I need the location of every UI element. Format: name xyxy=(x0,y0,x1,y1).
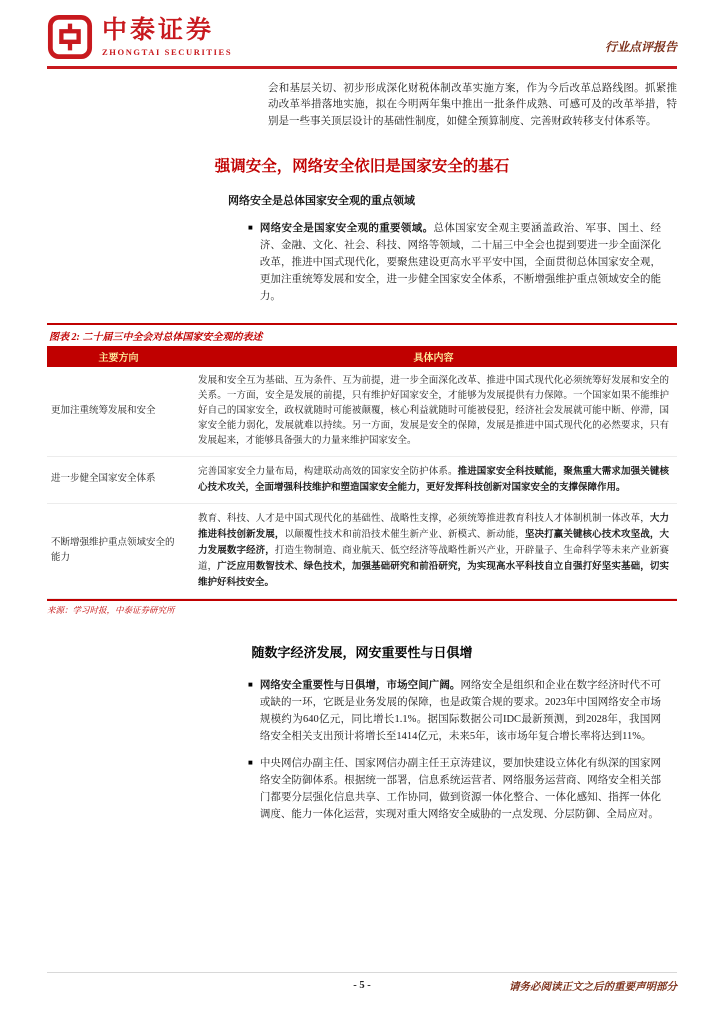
section2-title: 随数字经济发展，网安重要性与日俱增 xyxy=(251,644,473,660)
footer-notice: 请务必阅读正文之后的重要声明部分 xyxy=(509,982,677,993)
bullet-item xyxy=(248,755,661,823)
content-cell: 教育、科技、人才是中国式现代化的基础性、战略性支撑，必须统筹推进教育科技人才体制机制一体改革，大力推进科技创新发展，以颠覆性技术和前沿技术催生新产业、新模式、新动能，坚决打赢关键核心技术攻坚战，大力发展数字经济，打造生物制造、商业航天、低空经济等战略性新兴产业，开辟量子、生命科学等未来产业新赛道，广泛应用数智技术、绿色技术，加强基础研究和前沿研究，为实现高水平科技自立自强打好坚实基础，切实维护好科技安全。 xyxy=(190,503,677,598)
bullet-item xyxy=(248,677,661,745)
bullet-body xyxy=(260,220,661,305)
report-type-label: 行业点评报告 xyxy=(604,40,677,54)
figure-2 xyxy=(47,323,677,616)
table-row xyxy=(47,503,677,598)
zhongtai-logo-icon xyxy=(47,14,93,60)
brand-text xyxy=(102,17,232,57)
header-divider xyxy=(47,66,677,69)
direction-cell: 进一步健全国家安全体系 xyxy=(47,456,190,503)
report-header xyxy=(47,14,677,66)
figure-caption: 图表 2: 二十届三中全会对总体国家安全观的表述 xyxy=(47,323,677,346)
bullet-text: 中央网信办副主任、国家网信办副主任王京涛建议，要加快建设立体化有纵深的国家网络安全防御体系。根据统一部署，信息系统运营者、网络服务运营商、网络安全相关部门都要分层强化信息共享、工作协同，做到资源一体化整合、一体化感知、指挥一体化调度、能力一体化运营，实现对重大网络安全威胁的一点发现、分层防御、全局应对。 xyxy=(259,757,661,820)
direction-cell: 不断增强维护重点领域安全的能力 xyxy=(47,503,190,598)
section1-title: 强调安全，网络安全依旧是国家安全的基石 xyxy=(214,157,510,175)
brand-name-cn: 中泰证券 xyxy=(102,17,215,45)
bullet-square-icon: ■ xyxy=(248,757,253,767)
content-cell: 完善国家安全力量布局，构建联动高效的国家安全防护体系。推进国家安全科技赋能，聚焦重大需求加强关键核心技术攻关，全面增强科技维护和塑造国家安全能力，更好发挥科技创新对国家安全的支撑保障作用。 xyxy=(190,456,677,503)
bullet-square-icon: ■ xyxy=(248,222,253,232)
bullet-square-icon: ■ xyxy=(248,679,253,689)
table-header-content: 具体内容 xyxy=(190,346,677,367)
page-number: - 5 - xyxy=(353,980,371,991)
table-header-direction: 主要方向 xyxy=(47,346,190,367)
bullet-body xyxy=(260,755,661,823)
report-footer xyxy=(47,972,677,998)
figure-source: 来源：学习时报，中泰证券研究所 xyxy=(47,599,677,616)
content-cell: 发展和安全互为基础、互为条件、互为前提，进一步全面深化改革、推进中国式现代化必须统筹好发展和安全的关系。一方面，安全是发展的前提，只有维护好国家安全，才能够为发展提供有力保障。一个国家如果不能维护好自己的国家安全，政权就随时可能被颠覆，核心利益就随时可能被侵犯，经济社会发展就可能中断、停滞，国家安全能力弱化，发展就难以持续。另一方面，发展是安全的保障，发展是推进中国式现代化的必然要求，只有发展起来，才能够具备强大的力量来维护国家安全。 xyxy=(190,367,677,457)
bullet-lead: 网络安全是国家安全观的重要领域。 xyxy=(259,221,434,234)
bullet-item xyxy=(248,220,661,305)
section2-bullet-list xyxy=(47,677,677,823)
table-body xyxy=(47,367,677,599)
figure-table xyxy=(47,346,677,599)
bullet-text: 网络安全是组织和企业在数字经济时代不可或缺的一环，它既是业务发展的保障，也是政策合规的要求。2023年中国网络安全市场规模约为640亿元，同比增长1.1%。据国际数据公司IDC最新预测，到2028年，我国网络安全相关支出预计将增长至1414亿元，未来5年，该市场年复合增长率将达到11%。 xyxy=(259,679,662,742)
table-head xyxy=(47,346,677,367)
section1-subtitle: 网络安全是总体国家安全观的重点领域 xyxy=(228,194,415,207)
brand xyxy=(47,14,232,60)
direction-cell: 更加注重统筹发展和安全 xyxy=(47,367,190,457)
bullet-text: 总体国家安全观主要涵盖政治、军事、国土、经济、金融、文化、社会、科技、网络等领域，二十届三中全会也提到要进一步全面深化改革，推进中国式现代化，要聚焦建设更高水平平安中国，全面贯彻总体国家安全观，更加注重统筹发展和安全，进一步健全国家安全体系，不断增强维护重点领域安全的能力。 xyxy=(259,222,661,302)
bullet-body xyxy=(260,677,661,745)
table-row xyxy=(47,367,677,457)
continued-paragraph: 会和基层关切、初步形成深化财税体制改革实施方案，作为今后改革总路线图。抓紧推动改革举措落地实施，拟在今明两年集中推出一批条件成熟、可感可及的改革举措，特别是一些事关顶层设计的基础性制度，如健全预算制度、完善财政转移支付体系等。 xyxy=(268,83,677,127)
table-row xyxy=(47,456,677,503)
brand-name-en: ZHONGTAI SECURITIES xyxy=(102,46,233,57)
bullet-lead: 网络安全重要性与日俱增，市场空间广阔。 xyxy=(259,678,461,691)
